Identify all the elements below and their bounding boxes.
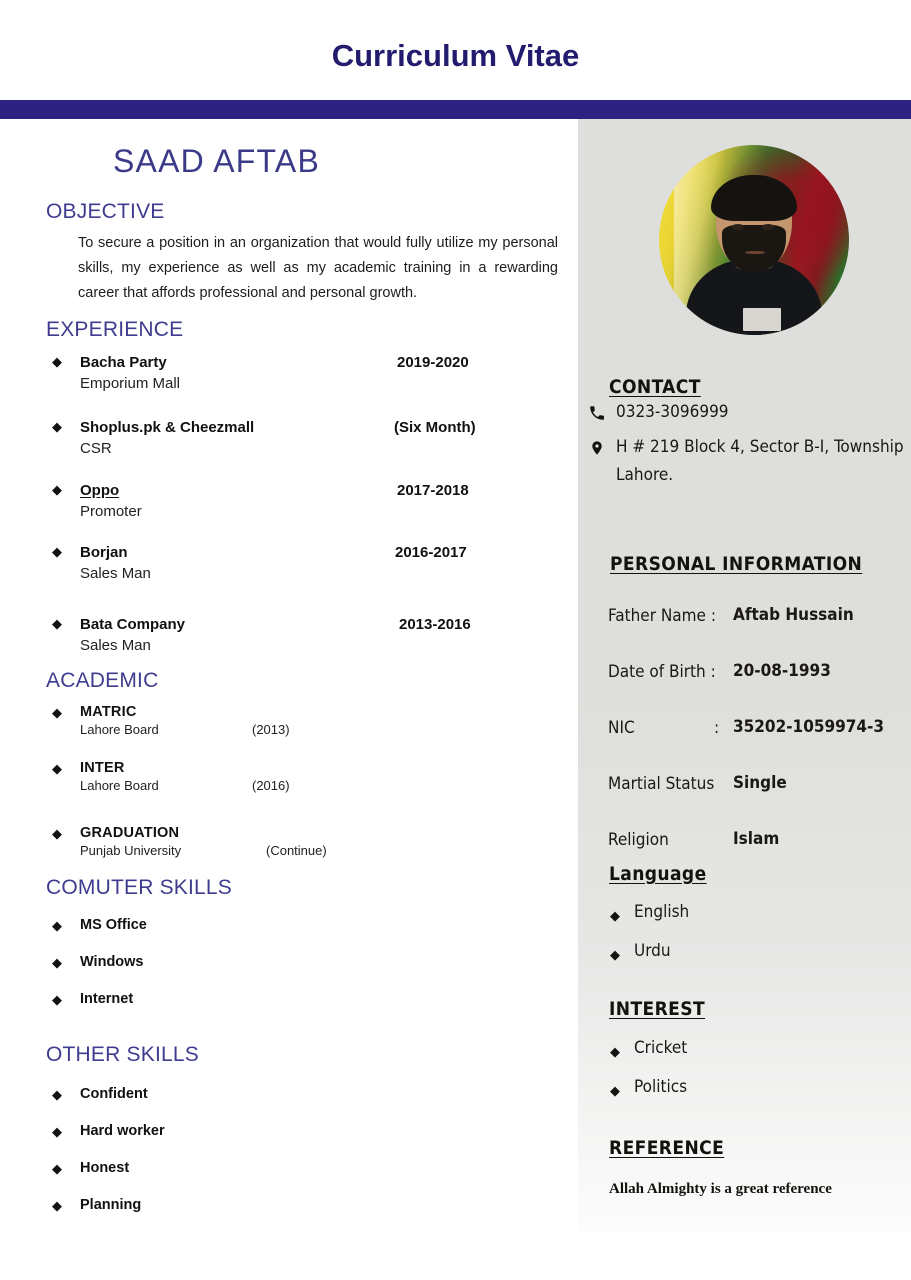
sidebar	[578, 119, 911, 1231]
personal-info-label: Religion	[608, 830, 669, 850]
diamond-bullet-icon: ◆	[52, 1124, 62, 1139]
academic-degree: GRADUATION	[80, 825, 180, 841]
diamond-bullet-icon: ◆	[610, 947, 620, 962]
other-skill-label: Hard worker	[80, 1123, 165, 1139]
diamond-bullet-icon: ◆	[52, 826, 62, 841]
map-pin-icon	[589, 439, 607, 459]
experience-role: Promoter	[80, 503, 142, 520]
computer-skill-label: Internet	[80, 991, 134, 1007]
academic-degree: MATRIC	[80, 704, 137, 720]
diamond-bullet-icon: ◆	[52, 1161, 62, 1176]
personal-info-value: Aftab Hussain	[733, 605, 854, 625]
diamond-bullet-icon: ◆	[52, 761, 62, 776]
interest-item: Cricket	[634, 1038, 688, 1058]
academic-degree: INTER	[80, 760, 125, 776]
academic-year: (2013)	[252, 722, 290, 737]
personal-information-heading: PERSONAL INFORMATION	[610, 553, 863, 575]
avatar-portrait	[659, 145, 849, 335]
experience-role: Sales Man	[80, 637, 151, 654]
diamond-bullet-icon: ◆	[610, 908, 620, 923]
experience-heading: EXPERIENCE	[46, 318, 184, 341]
language-item: Urdu	[634, 941, 671, 961]
phone-icon	[588, 404, 606, 424]
computer-skill-label: Windows	[80, 954, 144, 970]
personal-info-label: Father Name :	[608, 606, 716, 626]
diamond-bullet-icon: ◆	[52, 955, 62, 970]
diamond-bullet-icon: ◆	[610, 1044, 620, 1059]
reference-text: Allah Almighty is a great reference	[609, 1181, 832, 1197]
academic-institution: Lahore Board	[80, 778, 159, 793]
personal-info-label: Martial Status	[608, 774, 715, 794]
experience-date: 2016-2017	[395, 544, 467, 561]
diamond-bullet-icon: ◆	[52, 544, 62, 559]
academic-year: (Continue)	[266, 843, 327, 858]
experience-company: Shoplus.pk & Cheezmall	[80, 419, 255, 436]
header-accent-band	[0, 100, 911, 119]
experience-company: Bata Company	[80, 616, 186, 633]
diamond-bullet-icon: ◆	[52, 419, 62, 434]
other-skill-label: Planning	[80, 1197, 142, 1213]
experience-role: Sales Man	[80, 565, 151, 582]
experience-company: Bacha Party	[80, 354, 167, 371]
personal-info-value: 35202-1059974-3	[733, 717, 885, 737]
page-title: Curriculum Vitae	[331, 38, 580, 73]
experience-date: 2019-2020	[397, 354, 469, 371]
diamond-bullet-icon: ◆	[52, 482, 62, 497]
experience-date: (Six Month)	[394, 419, 476, 436]
reference-heading: REFERENCE	[609, 1137, 725, 1159]
personal-info-label: NIC	[608, 718, 635, 738]
language-heading: Language	[609, 863, 707, 885]
contact-phone[interactable]: 0323-3096999	[616, 402, 729, 422]
experience-company: Borjan	[80, 544, 128, 561]
other-skill-label: Confident	[80, 1086, 148, 1102]
experience-role: CSR	[80, 440, 112, 457]
experience-date: 2017-2018	[397, 482, 469, 499]
personal-info-label: Date of Birth :	[608, 662, 716, 682]
computer-skills-heading: COMUTER SKILLS	[46, 876, 233, 899]
academic-institution: Lahore Board	[80, 722, 159, 737]
diamond-bullet-icon: ◆	[52, 918, 62, 933]
language-item: English	[634, 902, 690, 922]
personal-info-separator: :	[714, 718, 720, 738]
other-skill-label: Honest	[80, 1160, 130, 1176]
candidate-name: SAAD AFTAB	[113, 143, 321, 179]
contact-address-line1: H # 219 Block 4, Sector B-I, Township	[616, 437, 904, 457]
diamond-bullet-icon: ◆	[52, 992, 62, 1007]
interest-heading: INTEREST	[609, 998, 706, 1020]
personal-info-value: Islam	[733, 829, 780, 849]
computer-skill-label: MS Office	[80, 917, 147, 933]
objective-body: To secure a position in an organization that would fully utilize my personal skills, my experience as well as my academic training in a rewarding career that affords professional and personal growth.	[78, 235, 558, 301]
other-skills-heading: OTHER SKILLS	[46, 1043, 199, 1066]
objective-heading: OBJECTIVE	[46, 200, 165, 223]
diamond-bullet-icon: ◆	[52, 1198, 62, 1213]
interest-item: Politics	[634, 1077, 688, 1097]
contact-heading: CONTACT	[609, 376, 701, 398]
academic-institution: Punjab University	[80, 843, 182, 858]
diamond-bullet-icon: ◆	[52, 616, 62, 631]
diamond-bullet-icon: ◆	[52, 354, 62, 369]
diamond-bullet-icon: ◆	[52, 705, 62, 720]
diamond-bullet-icon: ◆	[610, 1083, 620, 1098]
personal-info-value: Single	[733, 773, 787, 793]
experience-date: 2013-2016	[399, 616, 471, 633]
avatar	[659, 145, 849, 335]
experience-company: Oppo	[80, 482, 120, 499]
experience-role: Emporium Mall	[80, 375, 181, 392]
diamond-bullet-icon: ◆	[52, 1087, 62, 1102]
contact-address-line2: Lahore.	[616, 465, 674, 485]
academic-heading: ACADEMIC	[46, 669, 159, 692]
personal-info-value: 20-08-1993	[733, 661, 831, 681]
academic-year: (2016)	[252, 778, 290, 793]
